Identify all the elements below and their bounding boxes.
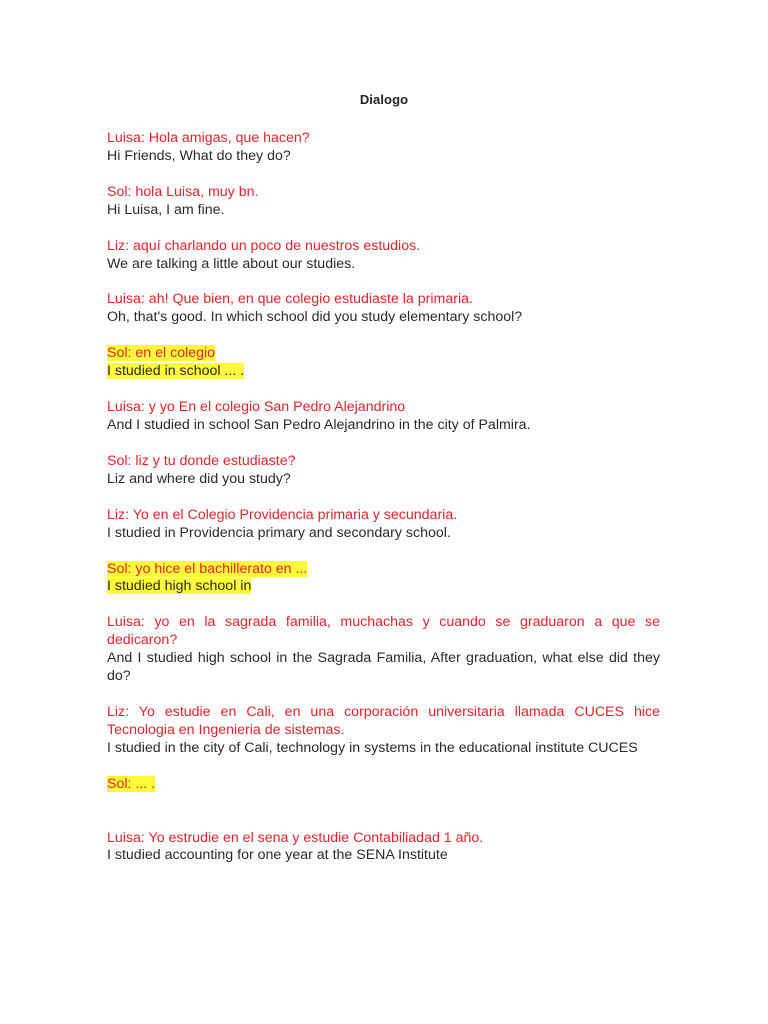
spanish-line: Sol: liz y tu donde estudiaste? <box>107 452 296 469</box>
english-line: I studied in Providencia primary and secondary school. <box>107 524 451 541</box>
exchange-6 <box>107 399 660 435</box>
exchange-2 <box>107 184 660 220</box>
exchange-8 <box>107 507 660 543</box>
spanish-line-highlighted: Sol: yo hice el bachillerato en ... <box>107 560 308 577</box>
exchange-13 <box>107 830 660 866</box>
spanish-line: Liz: Yo estudie en Cali, en una corporación universitaria llamada CUCES hice Tecnologia en Ingenieria de sistemas. <box>107 703 660 738</box>
spanish-line: Luisa: yo en la sagrada familia, muchachas y cuando se graduaron a que se dedicaron? <box>107 614 660 649</box>
exchange-4 <box>107 291 660 327</box>
english-line: And I studied in school San Pedro Alejandrino in the city of Palmira. <box>107 416 531 433</box>
exchange-11 <box>107 704 660 758</box>
english-line: Hi Friends, What do they do? <box>107 147 291 164</box>
exchange-1 <box>107 130 660 166</box>
spanish-line: Sol: hola Luisa, muy bn. <box>107 183 259 200</box>
english-line: I studied accounting for one year at the SENA Institute <box>107 847 448 864</box>
spanish-line: Liz: Yo en el Colegio Providencia primaria y secundaria. <box>107 506 458 523</box>
spanish-line-highlighted: Sol: ... . <box>107 775 156 792</box>
dialogue-body <box>107 130 660 883</box>
english-line: We are talking a little about our studies. <box>107 255 356 272</box>
english-line: I studied in the city of Cali, technology in systems in the educational institute CUCES <box>107 739 638 756</box>
spanish-line: Luisa: Hola amigas, que hacen? <box>107 130 310 146</box>
spanish-line: Luisa: Yo estrudie en el sena y estudie Contabiliadad 1 año. <box>107 829 484 846</box>
exchange-7 <box>107 453 660 489</box>
english-line: Liz and where did you study? <box>107 470 291 487</box>
spanish-line: Liz: aquí charlando un poco de nuestros estudios. <box>107 237 421 254</box>
english-line: Hi Luisa, I am fine. <box>107 201 225 218</box>
exchange-3 <box>107 238 660 274</box>
english-line-highlighted: I studied in school ... . <box>107 363 245 380</box>
spanish-line-highlighted: Sol: en el colegio <box>107 345 216 362</box>
spanish-line: Luisa: y yo En el colegio San Pedro Alejandrino <box>107 399 406 416</box>
exchange-12-highlighted <box>107 776 660 794</box>
exchange-10 <box>107 614 660 686</box>
spanish-line: Luisa: ah! Que bien, en que colegio estudiaste la primaria. <box>107 291 473 308</box>
exchange-5-highlighted <box>107 345 660 381</box>
english-line-highlighted: I studied high school in <box>107 578 252 595</box>
exchange-9-highlighted <box>107 561 660 597</box>
english-line: And I studied high school in the Sagrada Familia, After graduation, what else did they do? <box>107 650 660 685</box>
document-title: Dialogo <box>359 92 409 107</box>
english-line: Oh, that's good. In which school did you study elementary school? <box>107 309 523 326</box>
